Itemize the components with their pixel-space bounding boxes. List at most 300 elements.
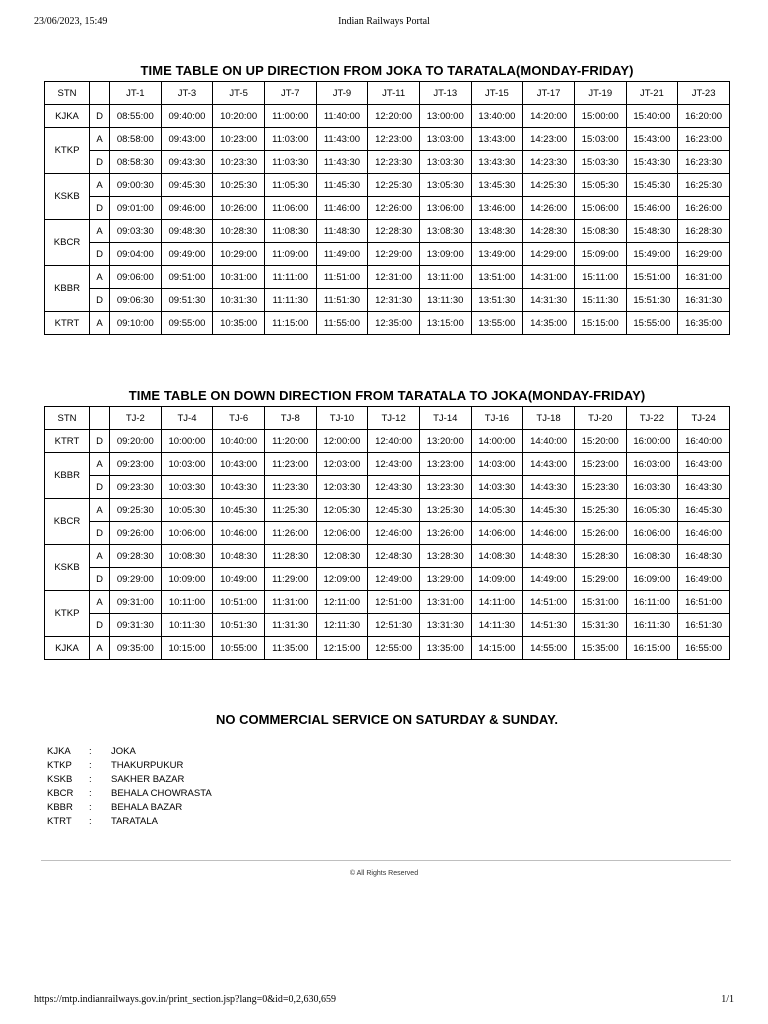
legend-station-name: TARATALA — [111, 816, 158, 827]
time-cell: 09:23:00 — [110, 453, 162, 476]
time-cell: 16:09:00 — [626, 568, 678, 591]
arrival-departure-cell: D — [90, 105, 110, 128]
time-cell: 12:49:00 — [368, 568, 420, 591]
time-cell: 14:45:30 — [523, 499, 575, 522]
time-cell: 13:23:30 — [419, 476, 471, 499]
time-cell: 15:31:30 — [574, 614, 626, 637]
print-header — [34, 16, 734, 30]
arrival-departure-cell: D — [90, 430, 110, 453]
time-cell: 12:06:00 — [316, 522, 368, 545]
table-header-row — [45, 82, 730, 105]
time-cell: 15:11:00 — [574, 266, 626, 289]
time-cell: 16:23:30 — [678, 151, 730, 174]
time-cell: 09:26:00 — [110, 522, 162, 545]
legend-station-name: JOKA — [111, 746, 136, 757]
time-cell: 13:03:00 — [419, 128, 471, 151]
time-cell: 09:31:30 — [110, 614, 162, 637]
time-cell: 12:31:30 — [368, 289, 420, 312]
table-row — [45, 243, 730, 266]
footer-divider — [41, 860, 731, 861]
time-cell: 12:25:30 — [368, 174, 420, 197]
time-cell: 13:46:00 — [471, 197, 523, 220]
time-cell: 14:25:30 — [523, 174, 575, 197]
table-row — [45, 128, 730, 151]
time-cell: 13:03:30 — [419, 151, 471, 174]
table-row — [45, 289, 730, 312]
time-cell: 12:09:00 — [316, 568, 368, 591]
time-cell: 10:25:30 — [213, 174, 265, 197]
station-code-cell: KTKP — [45, 591, 90, 637]
legend-station-name: BEHALA BAZAR — [111, 802, 183, 813]
rights-reserved: © All Rights Reserved — [349, 870, 419, 877]
time-cell: 12:20:00 — [368, 105, 420, 128]
arrival-departure-cell: D — [90, 522, 110, 545]
time-cell: 16:46:00 — [678, 522, 730, 545]
time-cell: 13:25:30 — [419, 499, 471, 522]
legend-separator: : — [89, 802, 92, 813]
time-cell: 14:11:30 — [471, 614, 523, 637]
legend-separator: : — [89, 816, 92, 827]
time-cell: 12:03:30 — [316, 476, 368, 499]
time-cell: 15:23:30 — [574, 476, 626, 499]
time-cell: 12:31:00 — [368, 266, 420, 289]
time-cell: 16:43:30 — [678, 476, 730, 499]
time-cell: 10:26:00 — [213, 197, 265, 220]
time-cell: 16:48:30 — [678, 545, 730, 568]
legend-separator: : — [89, 746, 92, 757]
time-cell: 10:51:00 — [213, 591, 265, 614]
station-code-cell: KBCR — [45, 499, 90, 545]
up-table-title: TIME TABLE ON UP DIRECTION FROM JOKA TO TARATALA(MONDAY-FRIDAY) — [140, 63, 634, 78]
time-cell: 09:35:00 — [110, 637, 162, 660]
train-number-header: TJ-18 — [523, 407, 575, 430]
time-cell: 14:23:30 — [523, 151, 575, 174]
time-cell: 09:43:00 — [161, 128, 213, 151]
table-row — [45, 197, 730, 220]
train-number-header: JT-9 — [316, 82, 368, 105]
arrival-departure-cell: A — [90, 637, 110, 660]
time-cell: 12:23:00 — [368, 128, 420, 151]
time-cell: 16:51:00 — [678, 591, 730, 614]
time-cell: 09:01:00 — [110, 197, 162, 220]
time-cell: 09:06:30 — [110, 289, 162, 312]
time-cell: 14:35:00 — [523, 312, 575, 335]
table-row — [45, 614, 730, 637]
time-cell: 14:46:00 — [523, 522, 575, 545]
time-cell: 09:00:30 — [110, 174, 162, 197]
time-cell: 10:29:00 — [213, 243, 265, 266]
time-cell: 10:00:00 — [161, 430, 213, 453]
print-page-title: Indian Railways Portal — [338, 16, 430, 27]
time-cell: 11:31:00 — [264, 591, 316, 614]
arrival-departure-cell: D — [90, 243, 110, 266]
time-cell: 15:09:00 — [574, 243, 626, 266]
time-cell: 08:58:30 — [110, 151, 162, 174]
time-cell: 14:15:00 — [471, 637, 523, 660]
time-cell: 12:03:00 — [316, 453, 368, 476]
time-cell: 16:15:00 — [626, 637, 678, 660]
time-cell: 13:29:00 — [419, 568, 471, 591]
time-cell: 12:43:00 — [368, 453, 420, 476]
time-cell: 10:55:00 — [213, 637, 265, 660]
time-cell: 09:55:00 — [161, 312, 213, 335]
arrival-departure-cell: A — [90, 266, 110, 289]
table-row — [45, 453, 730, 476]
time-cell: 16:11:00 — [626, 591, 678, 614]
time-cell: 11:00:00 — [264, 105, 316, 128]
time-cell: 09:04:00 — [110, 243, 162, 266]
time-cell: 12:26:00 — [368, 197, 420, 220]
time-cell: 09:03:30 — [110, 220, 162, 243]
time-cell: 16:05:30 — [626, 499, 678, 522]
time-cell: 13:11:00 — [419, 266, 471, 289]
down-timetable — [44, 406, 730, 660]
legend-station-code: KBBR — [47, 802, 73, 813]
time-cell: 12:08:30 — [316, 545, 368, 568]
time-cell: 09:48:30 — [161, 220, 213, 243]
time-cell: 14:08:30 — [471, 545, 523, 568]
down-table-title: TIME TABLE ON DOWN DIRECTION FROM TARATALA TO JOKA(MONDAY-FRIDAY) — [128, 388, 646, 403]
time-cell: 12:15:00 — [316, 637, 368, 660]
arrival-departure-cell: A — [90, 220, 110, 243]
time-cell: 09:40:00 — [161, 105, 213, 128]
time-cell: 11:03:00 — [264, 128, 316, 151]
time-cell: 09:29:00 — [110, 568, 162, 591]
train-number-header: JT-21 — [626, 82, 678, 105]
train-number-header: JT-15 — [471, 82, 523, 105]
time-cell: 11:51:30 — [316, 289, 368, 312]
table-header-row — [45, 407, 730, 430]
time-cell: 13:20:00 — [419, 430, 471, 453]
train-number-header: TJ-16 — [471, 407, 523, 430]
station-code-cell: KTRT — [45, 312, 90, 335]
time-cell: 13:11:30 — [419, 289, 471, 312]
time-cell: 15:43:00 — [626, 128, 678, 151]
time-cell: 09:28:30 — [110, 545, 162, 568]
time-cell: 16:43:00 — [678, 453, 730, 476]
time-cell: 11:48:30 — [316, 220, 368, 243]
time-cell: 15:08:30 — [574, 220, 626, 243]
time-cell: 13:08:30 — [419, 220, 471, 243]
time-cell: 10:43:00 — [213, 453, 265, 476]
legend-station-name: BEHALA CHOWRASTA — [111, 788, 212, 799]
time-cell: 15:31:00 — [574, 591, 626, 614]
time-cell: 11:23:00 — [264, 453, 316, 476]
arrival-departure-cell: D — [90, 614, 110, 637]
legend-separator: : — [89, 774, 92, 785]
time-cell: 14:05:30 — [471, 499, 523, 522]
time-cell: 16:31:00 — [678, 266, 730, 289]
train-number-header: JT-5 — [213, 82, 265, 105]
time-cell: 15:03:30 — [574, 151, 626, 174]
time-cell: 11:06:00 — [264, 197, 316, 220]
time-cell: 11:11:00 — [264, 266, 316, 289]
time-cell: 13:48:30 — [471, 220, 523, 243]
time-cell: 12:46:00 — [368, 522, 420, 545]
time-cell: 12:48:30 — [368, 545, 420, 568]
time-cell: 16:40:00 — [678, 430, 730, 453]
time-cell: 11:29:00 — [264, 568, 316, 591]
time-cell: 16:20:00 — [678, 105, 730, 128]
train-number-header: TJ-20 — [574, 407, 626, 430]
time-cell: 14:23:00 — [523, 128, 575, 151]
time-cell: 11:51:00 — [316, 266, 368, 289]
time-cell: 11:11:30 — [264, 289, 316, 312]
arrival-departure-cell: D — [90, 151, 110, 174]
time-cell: 13:35:00 — [419, 637, 471, 660]
time-cell: 10:49:00 — [213, 568, 265, 591]
time-cell: 11:20:00 — [264, 430, 316, 453]
time-cell: 14:26:00 — [523, 197, 575, 220]
time-cell: 13:31:00 — [419, 591, 471, 614]
time-cell: 13:31:30 — [419, 614, 471, 637]
time-cell: 16:28:30 — [678, 220, 730, 243]
time-cell: 13:15:00 — [419, 312, 471, 335]
time-cell: 12:40:00 — [368, 430, 420, 453]
time-cell: 15:49:00 — [626, 243, 678, 266]
page-number: 1/1 — [721, 994, 734, 1005]
time-cell: 09:31:00 — [110, 591, 162, 614]
station-code-cell: KTKP — [45, 128, 90, 174]
train-number-header: TJ-10 — [316, 407, 368, 430]
time-cell: 10:08:30 — [161, 545, 213, 568]
time-cell: 16:23:00 — [678, 128, 730, 151]
time-cell: 11:28:30 — [264, 545, 316, 568]
time-cell: 12:55:00 — [368, 637, 420, 660]
time-cell: 10:11:30 — [161, 614, 213, 637]
time-cell: 11:31:30 — [264, 614, 316, 637]
train-number-header: TJ-14 — [419, 407, 471, 430]
time-cell: 11:23:30 — [264, 476, 316, 499]
time-cell: 13:45:30 — [471, 174, 523, 197]
legend-station-code: KTRT — [47, 816, 72, 827]
time-cell: 11:49:00 — [316, 243, 368, 266]
arrival-departure-cell: D — [90, 197, 110, 220]
time-cell: 12:29:00 — [368, 243, 420, 266]
time-cell: 14:00:00 — [471, 430, 523, 453]
time-cell: 12:00:00 — [316, 430, 368, 453]
time-cell: 09:20:00 — [110, 430, 162, 453]
table-row — [45, 476, 730, 499]
time-cell: 11:26:00 — [264, 522, 316, 545]
arrival-departure-cell: D — [90, 289, 110, 312]
time-cell: 11:08:30 — [264, 220, 316, 243]
time-cell: 10:06:00 — [161, 522, 213, 545]
time-cell: 15:51:30 — [626, 289, 678, 312]
time-cell: 10:03:30 — [161, 476, 213, 499]
time-cell: 14:43:30 — [523, 476, 575, 499]
time-cell: 15:55:00 — [626, 312, 678, 335]
time-cell: 15:06:00 — [574, 197, 626, 220]
time-cell: 12:43:30 — [368, 476, 420, 499]
time-cell: 10:48:30 — [213, 545, 265, 568]
time-cell: 13:06:00 — [419, 197, 471, 220]
station-code-cell: KBBR — [45, 453, 90, 499]
train-number-header: TJ-2 — [110, 407, 162, 430]
time-cell: 09:45:30 — [161, 174, 213, 197]
time-cell: 15:40:00 — [626, 105, 678, 128]
time-cell: 13:43:30 — [471, 151, 523, 174]
time-cell: 10:09:00 — [161, 568, 213, 591]
time-cell: 15:28:30 — [574, 545, 626, 568]
table-row — [45, 522, 730, 545]
time-cell: 10:46:00 — [213, 522, 265, 545]
time-cell: 13:43:00 — [471, 128, 523, 151]
time-cell: 16:55:00 — [678, 637, 730, 660]
train-number-header: JT-23 — [678, 82, 730, 105]
time-cell: 12:28:30 — [368, 220, 420, 243]
time-cell: 16:31:30 — [678, 289, 730, 312]
time-cell: 15:35:00 — [574, 637, 626, 660]
arrival-departure-cell: A — [90, 499, 110, 522]
train-number-header: JT-13 — [419, 82, 471, 105]
time-cell: 16:03:00 — [626, 453, 678, 476]
train-number-header: TJ-22 — [626, 407, 678, 430]
time-cell: 15:03:00 — [574, 128, 626, 151]
time-cell: 12:35:00 — [368, 312, 420, 335]
time-cell: 14:29:00 — [523, 243, 575, 266]
time-cell: 14:06:00 — [471, 522, 523, 545]
time-cell: 11:45:30 — [316, 174, 368, 197]
legend-separator: : — [89, 760, 92, 771]
time-cell: 10:11:00 — [161, 591, 213, 614]
time-cell: 13:05:30 — [419, 174, 471, 197]
time-cell: 10:31:00 — [213, 266, 265, 289]
time-cell: 15:51:00 — [626, 266, 678, 289]
print-datetime: 23/06/2023, 15:49 — [34, 16, 108, 27]
station-code-cell: KTRT — [45, 430, 90, 453]
legend-station-name: SAKHER BAZAR — [111, 774, 185, 785]
table-row — [45, 220, 730, 243]
train-number-header: JT-3 — [161, 82, 213, 105]
train-number-header: JT-1 — [110, 82, 162, 105]
time-cell: 14:43:00 — [523, 453, 575, 476]
type-header — [90, 407, 110, 430]
table-row — [45, 591, 730, 614]
time-cell: 14:48:30 — [523, 545, 575, 568]
train-number-header: TJ-24 — [678, 407, 730, 430]
time-cell: 11:43:30 — [316, 151, 368, 174]
print-footer — [34, 994, 734, 1008]
time-cell: 09:46:00 — [161, 197, 213, 220]
time-cell: 14:11:00 — [471, 591, 523, 614]
time-cell: 10:31:30 — [213, 289, 265, 312]
table-row — [45, 174, 730, 197]
table-row — [45, 266, 730, 289]
time-cell: 09:49:00 — [161, 243, 213, 266]
table-row — [45, 151, 730, 174]
time-cell: 12:51:00 — [368, 591, 420, 614]
time-cell: 09:10:00 — [110, 312, 162, 335]
train-number-header: TJ-8 — [264, 407, 316, 430]
time-cell: 16:51:30 — [678, 614, 730, 637]
time-cell: 14:09:00 — [471, 568, 523, 591]
time-cell: 10:15:00 — [161, 637, 213, 660]
time-cell: 12:23:30 — [368, 151, 420, 174]
time-cell: 08:58:00 — [110, 128, 162, 151]
time-cell: 10:35:00 — [213, 312, 265, 335]
time-cell: 13:09:00 — [419, 243, 471, 266]
train-number-header: TJ-6 — [213, 407, 265, 430]
time-cell: 16:03:30 — [626, 476, 678, 499]
time-cell: 16:45:30 — [678, 499, 730, 522]
train-number-header: JT-17 — [523, 82, 575, 105]
time-cell: 11:09:00 — [264, 243, 316, 266]
up-timetable — [44, 81, 730, 335]
time-cell: 08:55:00 — [110, 105, 162, 128]
time-cell: 16:49:00 — [678, 568, 730, 591]
time-cell: 10:51:30 — [213, 614, 265, 637]
time-cell: 16:26:00 — [678, 197, 730, 220]
legend-station-code: KTKP — [47, 760, 72, 771]
table-row — [45, 105, 730, 128]
time-cell: 12:45:30 — [368, 499, 420, 522]
time-cell: 11:35:00 — [264, 637, 316, 660]
time-cell: 14:03:00 — [471, 453, 523, 476]
station-code-cell: KSKB — [45, 545, 90, 591]
arrival-departure-cell: A — [90, 312, 110, 335]
table-row — [45, 637, 730, 660]
time-cell: 11:25:30 — [264, 499, 316, 522]
time-cell: 11:03:30 — [264, 151, 316, 174]
time-cell: 13:40:00 — [471, 105, 523, 128]
time-cell: 16:25:30 — [678, 174, 730, 197]
time-cell: 11:46:00 — [316, 197, 368, 220]
time-cell: 14:20:00 — [523, 105, 575, 128]
time-cell: 15:05:30 — [574, 174, 626, 197]
time-cell: 10:05:30 — [161, 499, 213, 522]
time-cell: 13:26:00 — [419, 522, 471, 545]
train-number-header: TJ-4 — [161, 407, 213, 430]
time-cell: 10:45:30 — [213, 499, 265, 522]
time-cell: 10:28:30 — [213, 220, 265, 243]
time-cell: 11:55:00 — [316, 312, 368, 335]
train-number-header: JT-19 — [574, 82, 626, 105]
time-cell: 16:00:00 — [626, 430, 678, 453]
time-cell: 10:23:00 — [213, 128, 265, 151]
time-cell: 15:25:30 — [574, 499, 626, 522]
train-number-header: JT-7 — [264, 82, 316, 105]
arrival-departure-cell: A — [90, 174, 110, 197]
time-cell: 13:00:00 — [419, 105, 471, 128]
time-cell: 10:43:30 — [213, 476, 265, 499]
time-cell: 13:51:30 — [471, 289, 523, 312]
stn-header: STN — [45, 82, 90, 105]
legend-station-code: KJKA — [47, 746, 71, 757]
arrival-departure-cell: A — [90, 545, 110, 568]
station-code-cell: KSKB — [45, 174, 90, 220]
time-cell: 09:51:30 — [161, 289, 213, 312]
time-cell: 15:20:00 — [574, 430, 626, 453]
legend-separator: : — [89, 788, 92, 799]
table-row — [45, 545, 730, 568]
time-cell: 15:46:00 — [626, 197, 678, 220]
time-cell: 11:40:00 — [316, 105, 368, 128]
arrival-departure-cell: D — [90, 476, 110, 499]
legend-station-name: THAKURPUKUR — [111, 760, 184, 771]
weekend-notice: NO COMMERCIAL SERVICE ON SATURDAY & SUNDAY. — [216, 712, 558, 727]
stn-header: STN — [45, 407, 90, 430]
time-cell: 10:03:00 — [161, 453, 213, 476]
time-cell: 12:05:30 — [316, 499, 368, 522]
time-cell: 14:31:30 — [523, 289, 575, 312]
table-row — [45, 430, 730, 453]
time-cell: 15:26:00 — [574, 522, 626, 545]
time-cell: 16:35:00 — [678, 312, 730, 335]
time-cell: 13:55:00 — [471, 312, 523, 335]
time-cell: 12:11:30 — [316, 614, 368, 637]
time-cell: 16:06:00 — [626, 522, 678, 545]
